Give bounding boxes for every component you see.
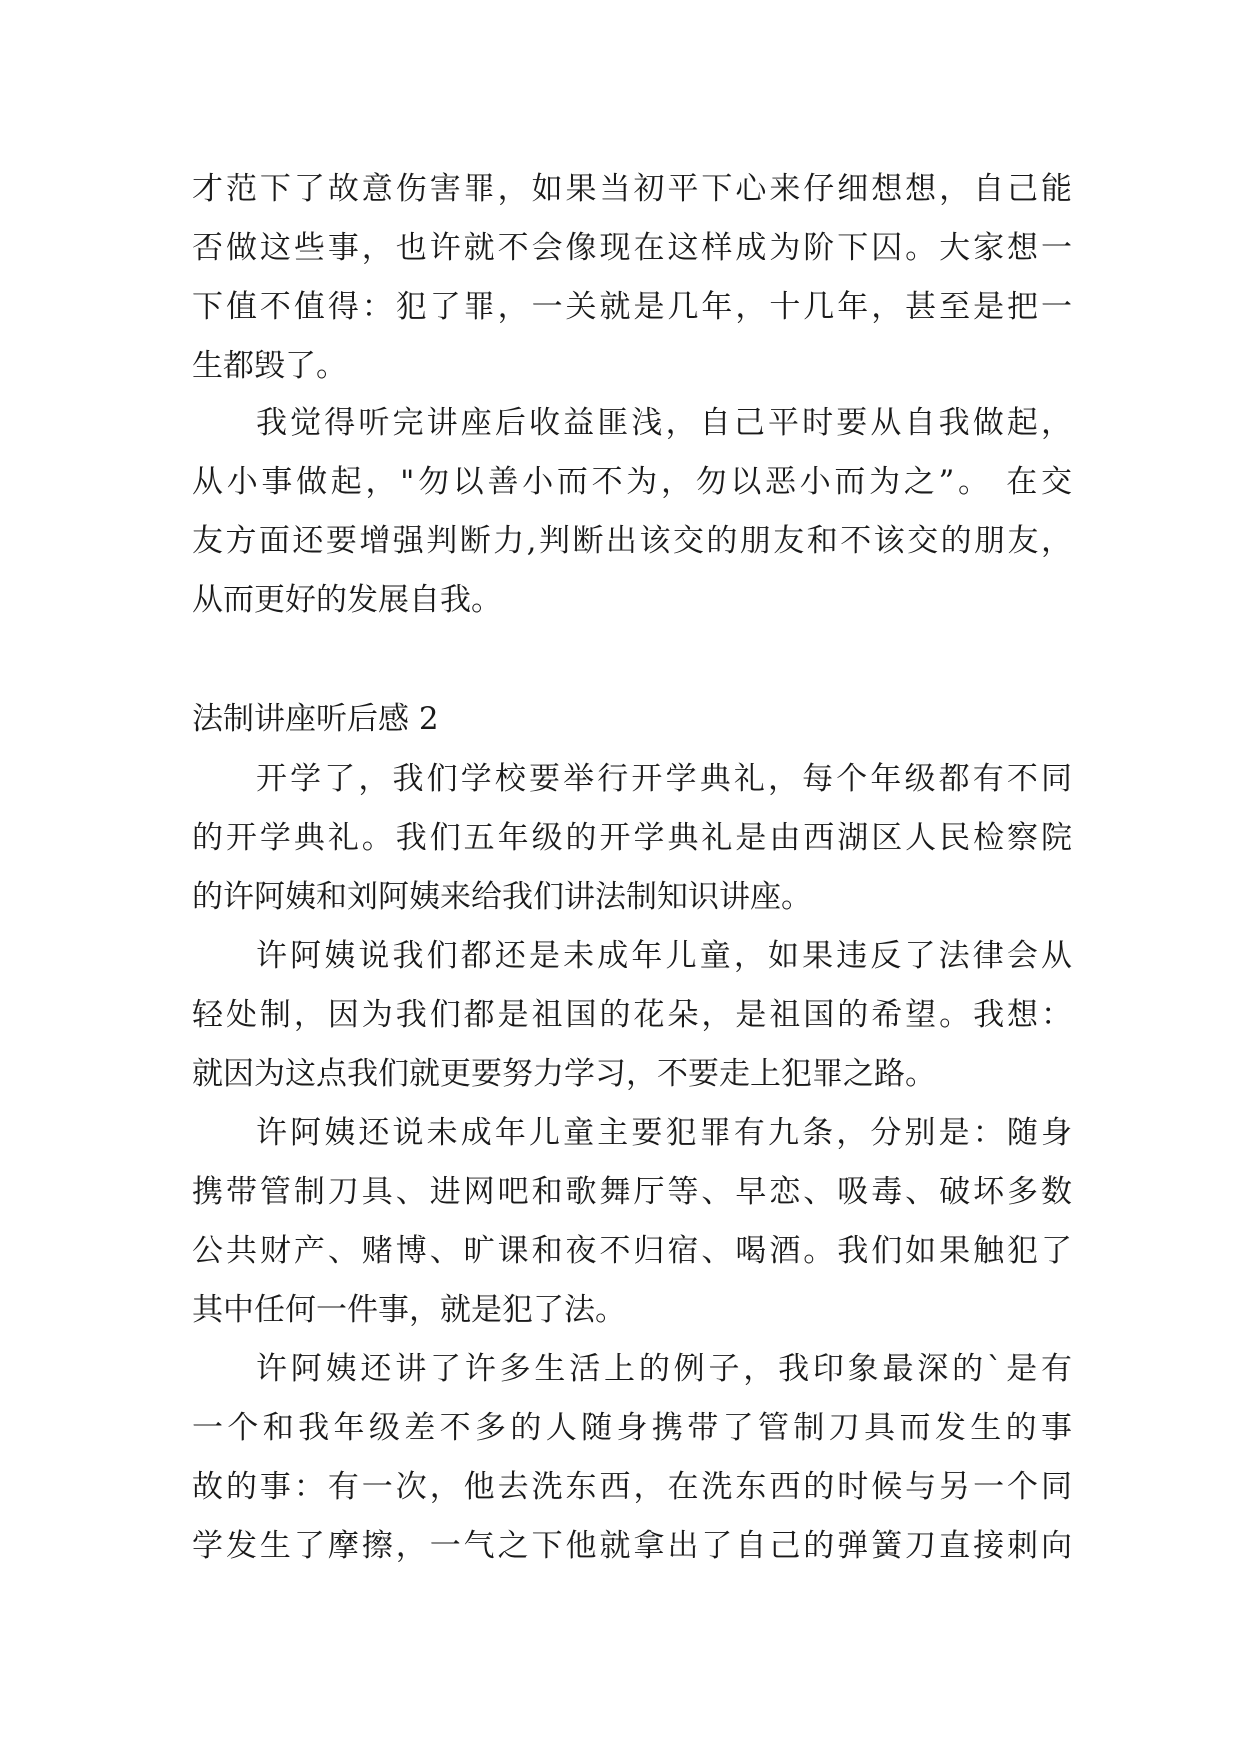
section-body xyxy=(192,750,1072,1576)
paragraph-line: 否做这些事，也许就不会像现在这样成为阶下囚。大家想一 xyxy=(192,230,1072,266)
paragraph-line: 我觉得听完讲座后收益匪浅，自己平时要从自我做起， xyxy=(256,405,1072,441)
paragraph-line: 就因为这点我们就更要努力学习，不要走上犯罪之路。 xyxy=(192,1056,936,1092)
paragraph-line: 轻处制，因为我们都是祖国的花朵，是祖国的希望。我想： xyxy=(192,997,1072,1033)
paragraph-line: 学发生了摩擦，一气之下他就拿出了自己的弹簧刀直接刺向 xyxy=(192,1528,1072,1564)
paragraph-line: 许阿姨还讲了许多生活上的例子，我印象最深的`是有 xyxy=(256,1351,1072,1387)
paragraph-line: 其中任何一件事，就是犯了法。 xyxy=(192,1292,626,1328)
paragraph-line: 公共财产、赌博、旷课和夜不归宿、喝酒。我们如果触犯了 xyxy=(192,1233,1072,1269)
paragraph-line: 开学了，我们学校要举行开学典礼，每个年级都有不同 xyxy=(256,761,1072,797)
paragraph-line: 携带管制刀具、进网吧和歌舞厅等、早恋、吸毒、破坏多数 xyxy=(192,1174,1072,1210)
paragraph-line: 才范下了故意伤害罪，如果当初平下心来仔细想想，自己能 xyxy=(192,171,1072,207)
paragraph-line: 下值不值得：犯了罪，一关就是几年，十几年，甚至是把一 xyxy=(192,289,1072,325)
paragraph-line: 的许阿姨和刘阿姨来给我们讲法制知识讲座。 xyxy=(192,879,812,915)
closing-paragraph xyxy=(192,394,1072,630)
paragraph-line: 许阿姨说我们都还是未成年儿童，如果违反了法律会从 xyxy=(256,938,1072,974)
section-heading xyxy=(192,690,1072,749)
paragraph-line: 许阿姨还说未成年儿童主要犯罪有九条，分别是：随身 xyxy=(256,1115,1072,1151)
paragraph-line: 一个和我年级差不多的人随身携带了管制刀具而发生的事 xyxy=(192,1410,1072,1446)
paragraph-line: 故的事：有一次，他去洗东西，在洗东西的时候与另一个同 xyxy=(192,1469,1072,1505)
paragraph-line: 生都毁了。 xyxy=(192,348,347,384)
continued-paragraph xyxy=(192,160,1072,396)
paragraph-line: 从小事做起，"勿以善小而不为，勿以恶小而为之”。 在交 xyxy=(192,464,1072,500)
paragraph-line: 从而更好的发展自我。 xyxy=(192,582,502,618)
section-title: 法制讲座听后感 2 xyxy=(192,701,439,737)
paragraph-line: 友方面还要增强判断力,判断出该交的朋友和不该交的朋友， xyxy=(192,523,1072,559)
paragraph-line: 的开学典礼。我们五年级的开学典礼是由西湖区人民检察院 xyxy=(192,820,1072,856)
